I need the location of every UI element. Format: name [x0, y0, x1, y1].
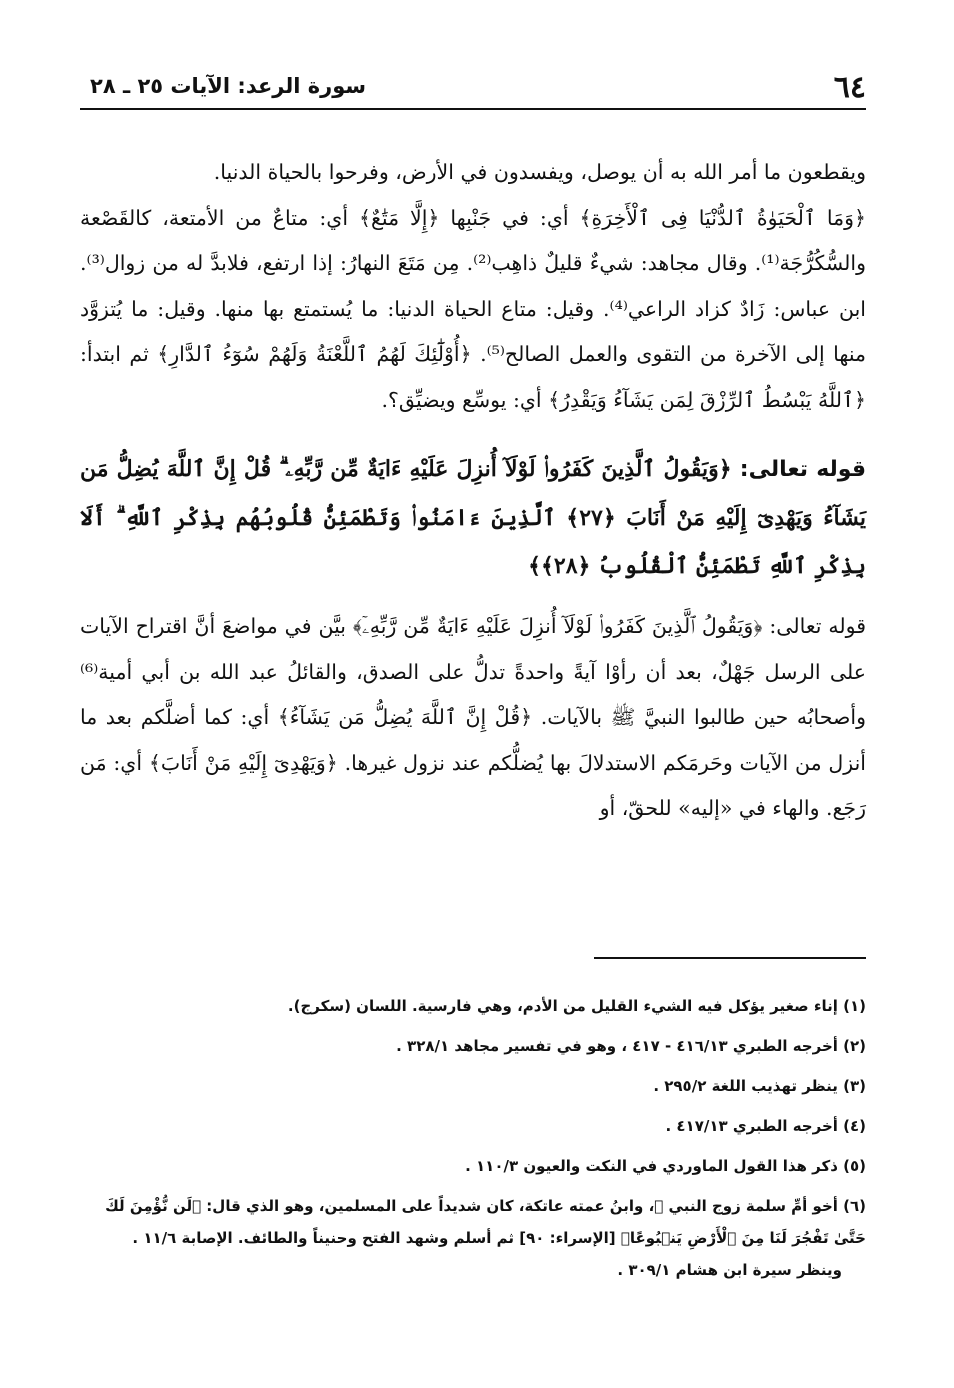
footnote-2: (٢) أخرجه الطبري ٤١٦/١٣ - ٤١٧ ، وهو في تفسير مجاهد ٣٢٨/١ .: [396, 1037, 866, 1055]
footnote-5: (٥) ذكر هذا القول الماوردي في النكت والعيون ١١٠/٣ .: [465, 1157, 866, 1175]
verse-heading: [80, 445, 866, 590]
footnote-6-continuation: وينظر سيرة ابن هشام ٣٠٩/١ .: [617, 1261, 842, 1279]
paragraph-2: ﴿وَمَا ٱلْحَيَوٰةُ ٱلدُّنْيَا فِى ٱلْأَخِرَةِ﴾ أي: في جَنْبِها ﴿إِلَّا مَتَٰعٌ﴾ أي: متاعٌ من الأمتعة، كالقَصْعة والسُّكُرُّجَة⁽¹⁾. وقال مجاهد: شيءٌ قليلٌ ذاهِب⁽²⁾. مِن مَتَعَ النهارُ: إذا ارتفع، فلابدَّ له من زوال⁽³⁾. ابن عباس: زَادٌ كزاد الراعي⁽⁴⁾. وقيل: متاع الحياة الدنيا: ما يُستمتع بها منها. وقيل: ما يُتزوَّد منها إلى الآخرة من التقوى والعمل الصالح⁽⁵⁾. ﴿أُوْلَٰٓئِكَ لَهُمُ ٱللَّعْنَةُ وَلَهُمْ سُوٓءُ ٱلدَّارِ﴾ ثم ابتدأ: ﴿ٱللَّهُ يَبْسُطُ ٱلرِّزْقَ لِمَن يَشَآءُ وَيَقْدِرُ﴾ أي: يوسِّع ويضيِّق؟.: [80, 205, 866, 412]
paragraph-1: ويقطعون ما أمر الله به أن يوصل، ويفسدون في الأرض، وفرحوا بالحياة الدنيا.: [213, 160, 866, 184]
main-text: [80, 150, 866, 832]
footnote-1: (١) إناء صغير يؤكل فيه الشيء القليل من الأدم، وهي فارسية. اللسان (سكرج).: [287, 997, 866, 1015]
page-header: [80, 68, 866, 110]
verse-heading-text: ﴿وَيَقُولُ ٱلَّذِينَ كَفَرُوا۟ لَوْلَآ أُنزِلَ عَلَيْهِ ءَايَةٌ مِّن رَّبِّهِۦ ۗ قُلْ إِنَّ ٱللَّهَ يُضِلُّ مَن يَشَآءُ وَيَهْدِىٓ إِلَيْهِ مَنْ أَنَابَ ﴿٢٧﴾ ٱلَّذِينَ ءَامَنُوا۟ وَتَطْمَئِنُّ قُلُوبُهُم بِذِكْرِ ٱللَّهِ ۗ أَلَا بِذِكْرِ ٱللَّهِ تَطْمَئِنُّ ٱلْقُلُوبُ ﴿٢٨﴾﴾: [80, 456, 866, 579]
page-number: ٦٤: [833, 70, 866, 105]
running-title: سورة الرعد: الآيات ٢٥ ـ ٢٨: [90, 74, 367, 98]
verse-heading-label: قوله تعالى:: [739, 457, 866, 482]
paragraph-3: قوله تعالى: ﴿وَيَقُولُ ٱلَّذِينَ كَفَرُوا۟ لَوْلَآ أُنزِلَ عَلَيْهِ ءَايَةٌ مِّن رَّبِّهِۦٓ﴾ بيَّن في مواضعَ أنَّ اقتراح الآيات على الرسل جَهْلٌ، بعد أن رأوْا آيةً واحدةً تدلُّ على الصدق، والقائلُ عبد الله بن أبي أمية⁽⁶⁾ وأصحابُه حين طالبوا النبيَّ ﷺ بالآيات. ﴿قُلْ إِنَّ ٱللَّهَ يُضِلُّ مَن يَشَآءُ﴾ أي: كما أضلَّكم بعد ما أنزل من الآيات وحَرمَكم الاستدلالَ بها يُضلُّكم عند نزول غيرها. ﴿وَيَهْدِىٓ إِلَيْهِ مَنْ أَنَابَ﴾ أي: مَن رَجَع. والهاء في «إليه» للحقّ، أو: [80, 614, 866, 820]
footnotes: [80, 990, 866, 1286]
footnote-3: (٣) ينظر تهذيب اللغة ٢٩٥/٢ .: [653, 1077, 866, 1095]
footnote-6: (٦) أخو أمِّ سلمة زوج النبي ﷺ، وابنُ عمته عاتكة، كان شديداً على المسلمين، وهو الذي قال: ﴿لَن نُّؤْمِنَ لَكَ حَتَّىٰ تَفْجُرَ لَنَا مِنَ ٱلْأَرْضِ يَنۢبُوعًا﴾ [الإسراء: ٩٠] ثم أسلم وشهد الفتح وحنيناً والطائف. الإصابة ١١/٦ .: [105, 1197, 866, 1247]
footnote-4: (٤) أخرجه الطبري ٤١٧/١٣ .: [665, 1117, 866, 1135]
footnote-separator: [594, 957, 866, 959]
